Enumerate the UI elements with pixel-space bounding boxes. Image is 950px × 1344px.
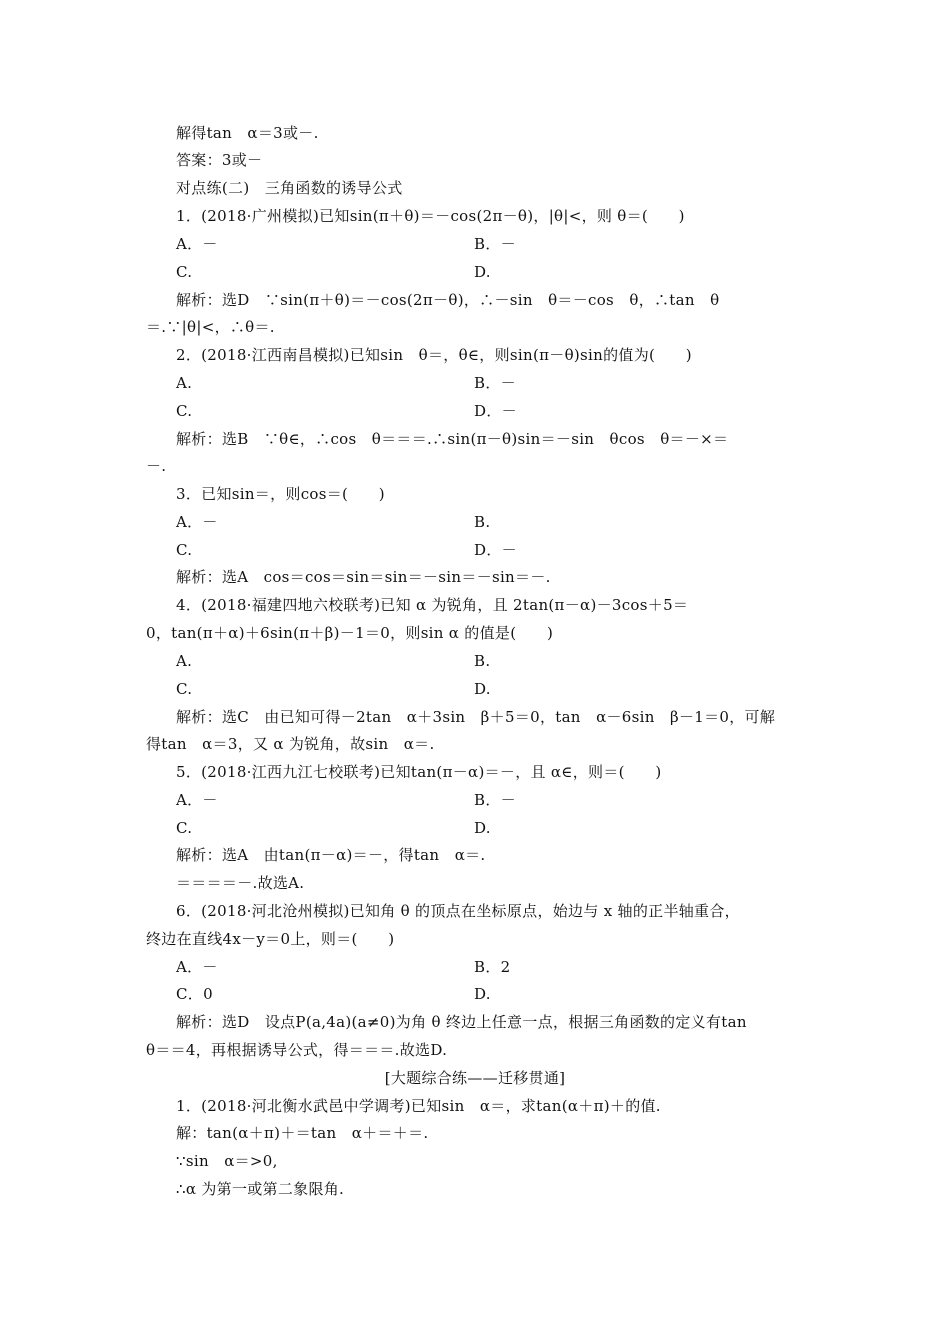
question-4-cont: 0，tan(π＋α)＋6sin(π＋β)－1＝0，则sin α 的值是( ) xyxy=(146,624,554,642)
option-d: D. xyxy=(474,819,491,837)
question-5: 5．(2018·江西九江七校联考)已知tan(π－α)＝－，且 α∈，则＝( ) xyxy=(176,763,662,781)
option-a: A. xyxy=(176,374,193,392)
analysis-line: 解析：选B ∵θ∈，∴cos θ＝＝＝.∴sin(π－θ)sin＝－sin θcos θ＝－×＝ xyxy=(176,430,729,448)
analysis-line: －. xyxy=(146,457,167,475)
option-a: A. xyxy=(176,652,193,670)
option-a: A．－ xyxy=(176,791,218,809)
analysis-line: 解析：选A cos＝cos＝sin＝sin＝－sin＝－sin＝－. xyxy=(176,568,551,586)
option-c: C. xyxy=(176,541,193,559)
solution-line: ∵sin α＝>0, xyxy=(176,1152,278,1170)
question-1: 1．(2018·广州模拟)已知sin(π＋θ)＝－cos(2π－θ)，|θ|<，则 θ＝( ) xyxy=(176,207,685,225)
option-d: D. xyxy=(474,680,491,698)
question-6: 6．(2018·河北沧州模拟)已知角 θ 的顶点在坐标原点，始边与 x 轴的正半轴重合， xyxy=(176,902,740,920)
text-line: 解得tan α＝3或－. xyxy=(176,124,319,142)
question-3: 3．已知sin＝，则cos＝( ) xyxy=(176,485,385,503)
problem-1: 1．(2018·河北衡水武邑中学调考)已知sin α＝，求tan(α＋π)＋的值. xyxy=(176,1097,661,1115)
option-d: D. xyxy=(474,263,491,281)
analysis-line: 解析：选A 由tan(π－α)＝－，得tan α＝. xyxy=(176,846,486,864)
analysis-line: ＝＝＝＝－.故选A. xyxy=(176,874,305,892)
section-title: [大题综合练——迁移贯通] xyxy=(384,1069,566,1087)
text-line: 答案：3或－ xyxy=(176,151,263,169)
option-c: C. xyxy=(176,263,193,281)
section-heading: 对点练(二) 三角函数的诱导公式 xyxy=(176,179,403,197)
question-6-cont: 终边在直线4x－y＝0上，则＝( ) xyxy=(146,930,395,948)
option-b: B．－ xyxy=(474,791,516,809)
option-b: B．2 xyxy=(474,958,511,976)
analysis-line: ＝.∵|θ|<，∴θ＝. xyxy=(146,318,275,336)
option-a: A．－ xyxy=(176,958,218,976)
question-2: 2．(2018·江西南昌模拟)已知sin θ＝，θ∈，则sin(π－θ)sin的值为( ) xyxy=(176,346,692,364)
option-c: C. xyxy=(176,402,193,420)
solution-line: ∴α 为第一或第二象限角. xyxy=(176,1180,345,1198)
solution-line: 解：tan(α＋π)＋＝tan α＋＝＋＝. xyxy=(176,1124,429,1142)
option-c: C．0 xyxy=(176,985,213,1003)
analysis-line: θ＝＝4，再根据诱导公式，得＝＝＝.故选D. xyxy=(146,1041,448,1059)
option-b: B. xyxy=(474,513,491,531)
option-a: A．－ xyxy=(176,513,218,531)
option-d: D. xyxy=(474,985,491,1003)
option-d: D．－ xyxy=(474,402,517,420)
analysis-line: 解析：选D 设点P(a,4a)(a≠0)为角 θ 终边上任意一点，根据三角函数的定义有tan xyxy=(176,1013,747,1031)
question-4: 4．(2018·福建四地六校联考)已知 α 为锐角，且 2tan(π－α)－3cos＋5＝ xyxy=(176,596,689,614)
option-d: D．－ xyxy=(474,541,517,559)
option-c: C. xyxy=(176,819,193,837)
option-a: A．－ xyxy=(176,235,218,253)
option-b: B．－ xyxy=(474,235,516,253)
analysis-line: 解析：选C 由已知可得－2tan α＋3sin β＋5＝0，tan α－6sin β－1＝0，可解 xyxy=(176,708,776,726)
analysis-line: 解析：选D ∵sin(π＋θ)＝－cos(2π－θ)，∴－sin θ＝－cos θ，∴tan θ xyxy=(176,291,720,309)
option-c: C. xyxy=(176,680,193,698)
option-b: B．－ xyxy=(474,374,516,392)
analysis-line: 得tan α＝3，又 α 为锐角，故sin α＝. xyxy=(146,735,435,753)
option-b: B. xyxy=(474,652,491,670)
